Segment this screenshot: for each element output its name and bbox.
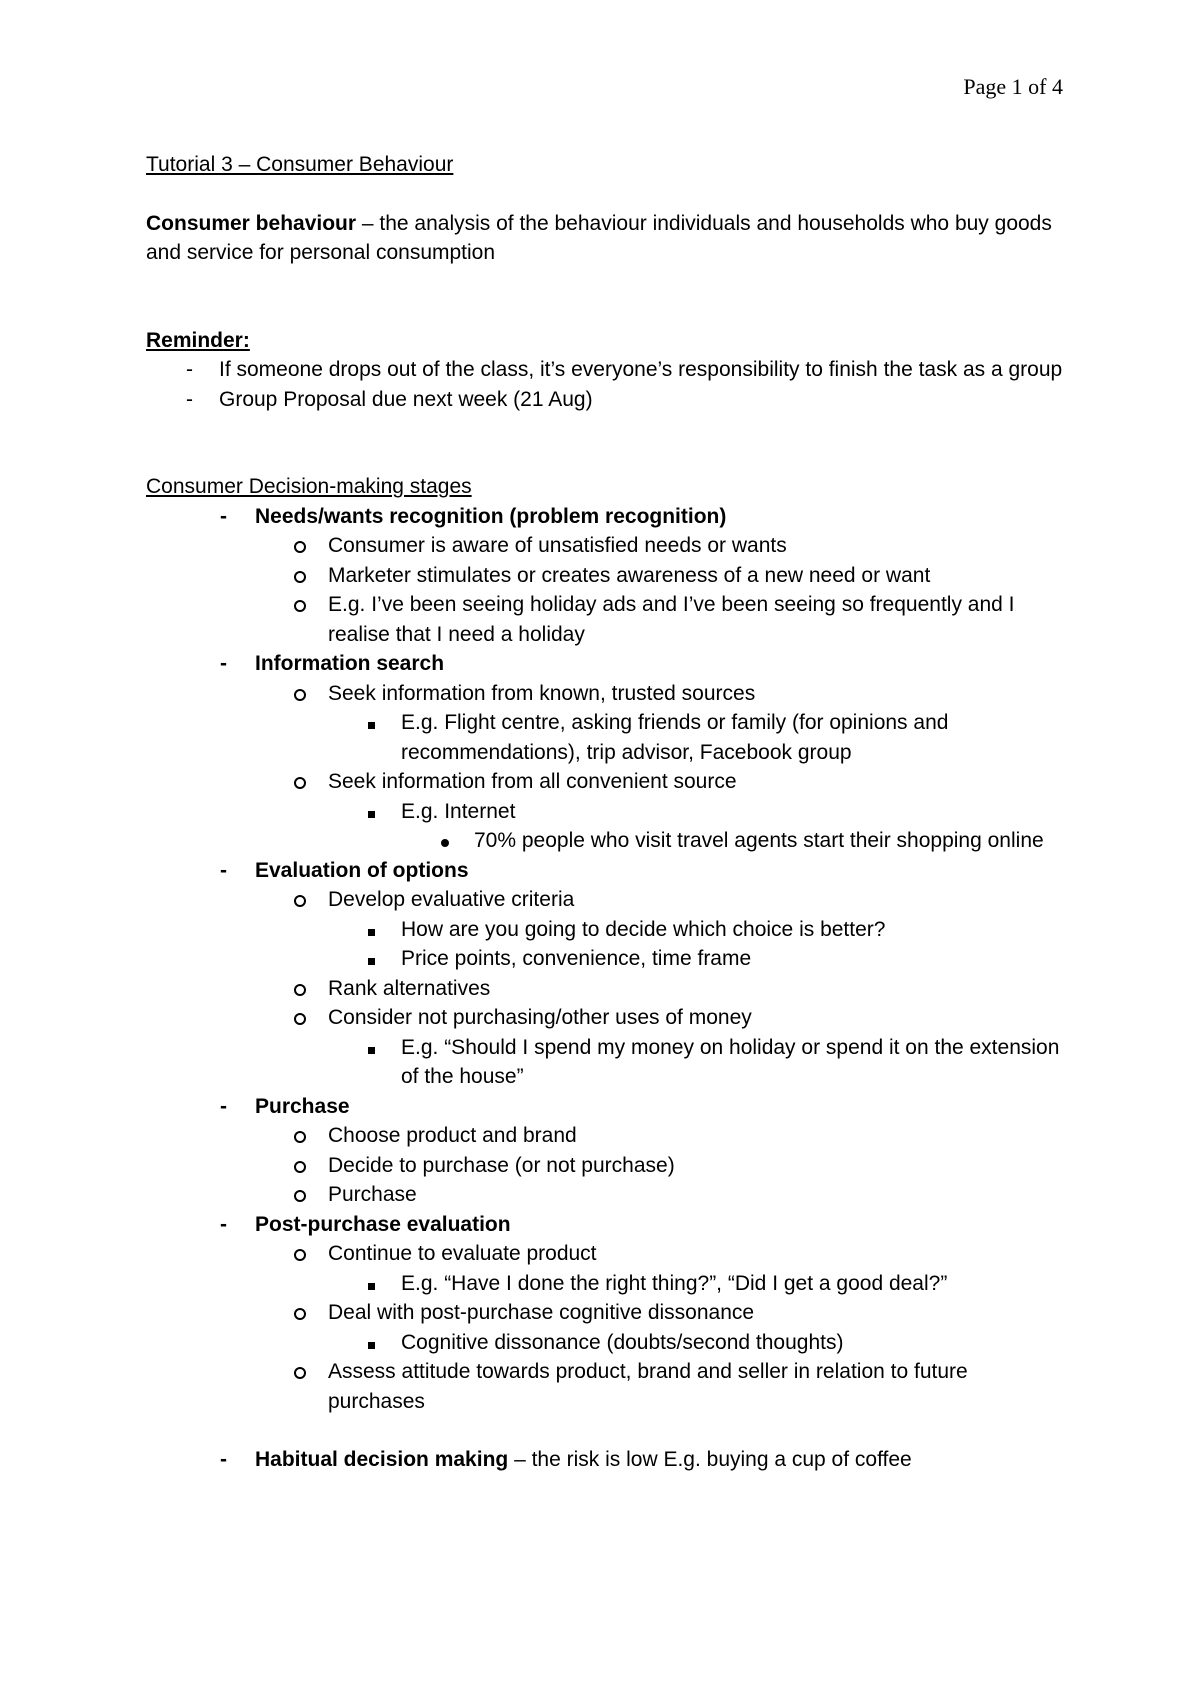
- stage-title: [146, 1210, 1066, 1240]
- stages-heading: Consumer Decision-making stages: [146, 475, 472, 498]
- list-item-text: Consider not purchasing/other uses of money: [328, 1006, 752, 1029]
- stage-title: [146, 502, 1066, 532]
- dash-bullet: -: [220, 1094, 227, 1118]
- list-item-text: E.g. I’ve been seeing holiday ads and I’ve been seeing so frequently and I realise that I need a holiday: [328, 593, 1015, 646]
- list-item-text: Decide to purchase (or not purchase): [328, 1153, 675, 1177]
- list-item: [146, 590, 1066, 649]
- circle-bullet-icon: [294, 1121, 306, 1152]
- document-body: [146, 150, 1066, 1475]
- dash-bullet: -: [220, 1448, 227, 1471]
- page-number: Page 1 of 4: [963, 74, 1063, 99]
- list-item: [146, 1269, 1066, 1299]
- list-item: [146, 797, 1066, 827]
- list-item-text: Continue to evaluate product: [328, 1242, 597, 1265]
- circle-bullet-icon: [294, 767, 306, 798]
- circle-bullet-icon: [294, 974, 306, 1005]
- list-item: [146, 1239, 1066, 1269]
- list-item: [146, 885, 1066, 915]
- stage-title: [146, 856, 1066, 886]
- list-item-text: Develop evaluative criteria: [328, 888, 575, 911]
- definition-text: – the analysis of the behaviour individuals and households who buy goods and service for personal consumption: [146, 211, 1052, 264]
- list-item-text: E.g. Flight centre, asking friends or family (for opinions and recommendations), trip advisor, Facebook group: [401, 711, 949, 764]
- list-item-text: E.g. “Have I done the right thing?”, “Did I get a good deal?”: [401, 1271, 948, 1295]
- list-item-text: Seek information from known, trusted sources: [328, 681, 756, 705]
- habitual-item: [146, 1445, 1066, 1475]
- circle-bullet-icon: [294, 1003, 306, 1034]
- list-item: [146, 561, 1066, 591]
- list-item: [146, 1151, 1066, 1181]
- list-item: [146, 1121, 1066, 1151]
- reminder-item: [146, 385, 1066, 415]
- square-bullet-icon: [368, 915, 375, 945]
- reminder-list: [146, 355, 1066, 414]
- list-item: [146, 1298, 1066, 1328]
- circle-bullet-icon: [294, 1151, 306, 1182]
- stage-title: [146, 649, 1066, 679]
- reminder-item: [146, 355, 1066, 385]
- circle-bullet-icon: [294, 590, 306, 621]
- list-item: [146, 826, 1066, 856]
- reminder-heading: Reminder:: [146, 328, 250, 352]
- circle-bullet-icon: [294, 561, 306, 592]
- list-item-text: Cognitive dissonance (doubts/second thoughts): [401, 1330, 844, 1354]
- document-title: Tutorial 3 – Consumer Behaviour: [146, 153, 454, 176]
- square-bullet-icon: [368, 944, 375, 974]
- dash-bullet: -: [220, 504, 227, 528]
- definition-paragraph: [146, 209, 1066, 268]
- stage-title-text: Post-purchase evaluation: [255, 1212, 511, 1236]
- circle-bullet-icon: [294, 885, 306, 916]
- circle-bullet-icon: [294, 1357, 306, 1388]
- dash-bullet: -: [186, 358, 193, 381]
- square-bullet-icon: [368, 1328, 375, 1358]
- stages-list: [146, 502, 1066, 1475]
- list-item-text: Deal with post-purchase cognitive dissonance: [328, 1301, 755, 1324]
- dot-bullet-icon: [441, 826, 449, 856]
- dash-bullet: -: [220, 858, 227, 882]
- square-bullet-icon: [368, 1033, 375, 1063]
- definition-term: Consumer behaviour: [146, 211, 357, 235]
- list-item-text: Purchase: [328, 1183, 417, 1206]
- dash-bullet: -: [220, 1212, 227, 1236]
- reminder-item-text: If someone drops out of the class, it’s everyone’s responsibility to finish the task as a group: [219, 358, 1063, 381]
- list-item-text: Seek information from all convenient source: [328, 770, 737, 793]
- list-item: [146, 915, 1066, 945]
- stage-title-text: Needs/wants recognition (problem recognition): [255, 504, 727, 528]
- list-item-text: E.g. Internet: [401, 799, 516, 823]
- circle-bullet-icon: [294, 1298, 306, 1329]
- list-item-text: Marketer stimulates or creates awareness of a new need or want: [328, 563, 931, 587]
- list-item-text: Choose product and brand: [328, 1124, 577, 1147]
- list-item-text: How are you going to decide which choice is better?: [401, 917, 886, 941]
- list-item: [146, 944, 1066, 974]
- reminder-item-text: Group Proposal due next week (21 Aug): [219, 387, 593, 411]
- circle-bullet-icon: [294, 531, 306, 562]
- circle-bullet-icon: [294, 1180, 306, 1211]
- list-item-text: 70% people who visit travel agents start their shopping online: [474, 829, 1044, 852]
- list-item: [146, 1357, 1066, 1416]
- stage-title-text: Evaluation of options: [255, 858, 469, 882]
- square-bullet-icon: [368, 1269, 375, 1299]
- list-item: [146, 679, 1066, 709]
- square-bullet-icon: [368, 797, 375, 827]
- stage-title-text: Information search: [255, 652, 445, 675]
- stage-title: [146, 1092, 1066, 1122]
- list-item-text: E.g. “Should I spend my money on holiday or spend it on the extension of the house”: [401, 1035, 1060, 1088]
- list-item: [146, 974, 1066, 1004]
- dash-bullet: -: [220, 652, 227, 675]
- list-item: [146, 767, 1066, 797]
- list-item-text: Consumer is aware of unsatisfied needs or wants: [328, 534, 787, 557]
- habitual-text: – the risk is low E.g. buying a cup of coffee: [508, 1448, 912, 1471]
- circle-bullet-icon: [294, 679, 306, 710]
- square-bullet-icon: [368, 708, 375, 738]
- list-item: [146, 708, 1066, 767]
- list-item-text: Rank alternatives: [328, 976, 491, 1000]
- list-item: [146, 1180, 1066, 1210]
- list-item: [146, 531, 1066, 561]
- list-item-text: Assess attitude towards product, brand and seller in relation to future purchases: [328, 1360, 968, 1413]
- list-item-text: Price points, convenience, time frame: [401, 947, 752, 970]
- circle-bullet-icon: [294, 1239, 306, 1270]
- stage-title-text: Purchase: [255, 1094, 350, 1118]
- dash-bullet: -: [186, 387, 193, 411]
- list-item: [146, 1328, 1066, 1358]
- list-item: [146, 1003, 1066, 1033]
- list-item: [146, 1033, 1066, 1092]
- habitual-term: Habitual decision making: [255, 1448, 509, 1471]
